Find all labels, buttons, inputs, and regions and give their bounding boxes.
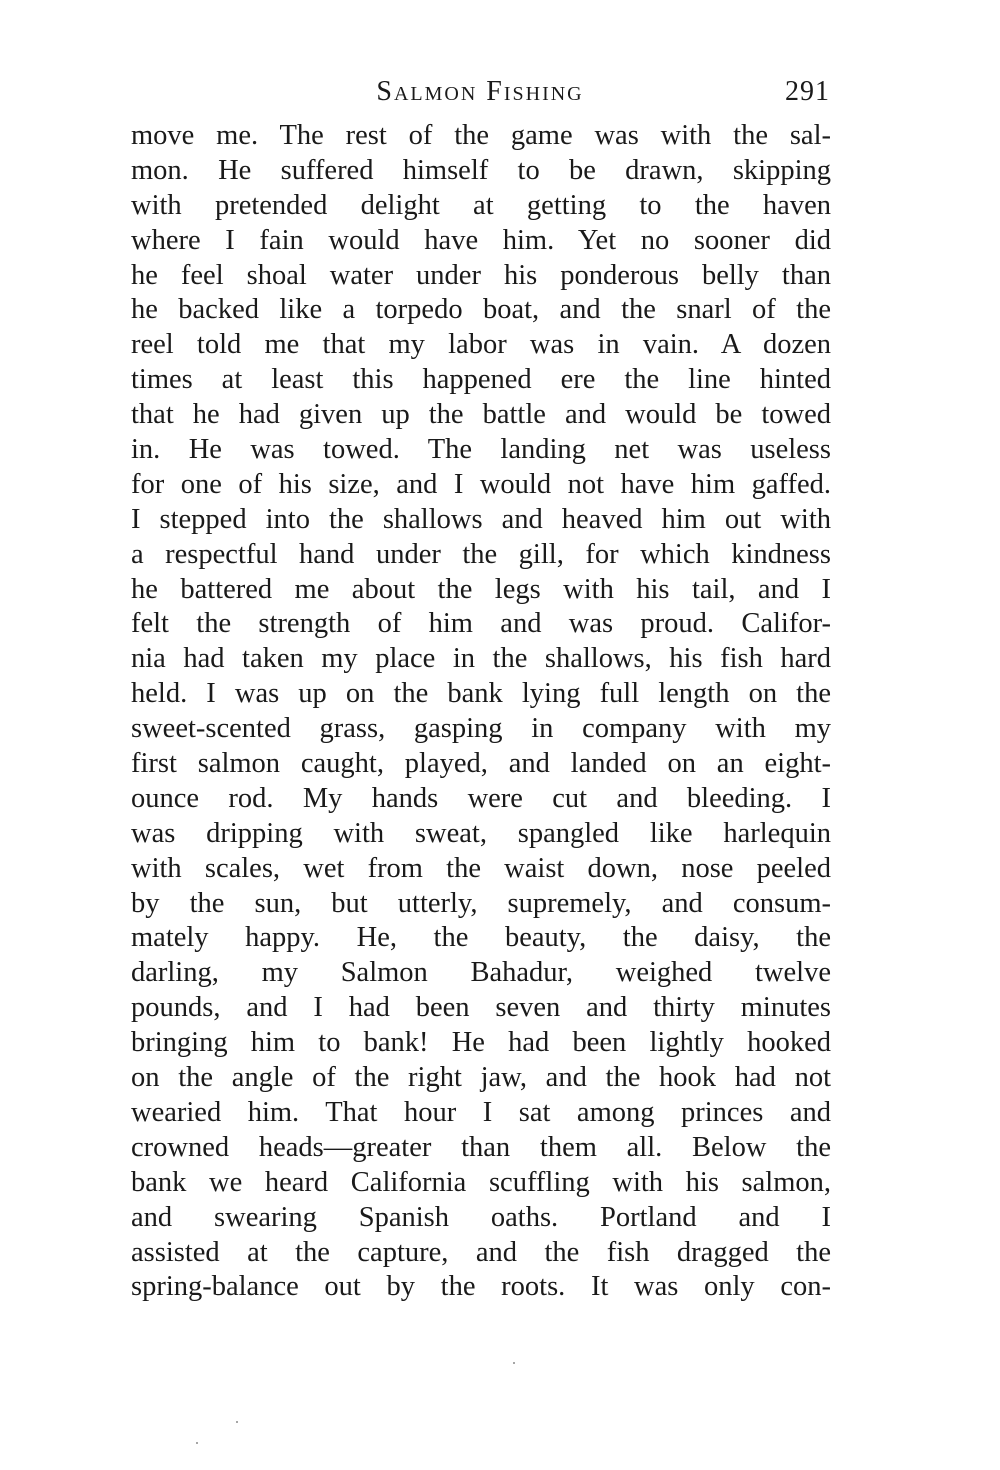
text-line: bringing him to bank! He had been lightly hooked bbox=[131, 1027, 831, 1059]
text-line: sweet-scented grass, gasping in company with my bbox=[131, 713, 831, 745]
text-line: ounce rod. My hands were cut and bleeding. I bbox=[131, 782, 831, 814]
text-line: with scales, wet from the waist down, nose peeled bbox=[131, 852, 831, 884]
text-line: I stepped into the shallows and heaved him out with bbox=[131, 503, 831, 535]
page-number: 291 bbox=[785, 76, 830, 107]
text-line: he feel shoal water under his ponderous belly than bbox=[131, 259, 831, 291]
text-line: mon. He suffered himself to be drawn, skipping bbox=[131, 154, 831, 186]
text-line: that he had given up the battle and would be towed bbox=[131, 399, 831, 431]
text-line: crowned heads—greater than them all. Below the bbox=[131, 1131, 831, 1163]
text-line: by the sun, but utterly, supremely, and consum- bbox=[131, 887, 831, 919]
running-title: Salmon Fishing bbox=[376, 76, 584, 107]
text-line: mately happy. He, the beauty, the daisy, the bbox=[131, 922, 831, 954]
text-line: with pretended delight at getting to the haven bbox=[131, 189, 831, 221]
text-line: times at least this happened ere the line hinted bbox=[131, 364, 831, 396]
body-text bbox=[131, 119, 831, 1305]
text-line: he backed like a torpedo boat, and the snarl of the bbox=[131, 294, 831, 326]
text-line: assisted at the capture, and the fish dragged the bbox=[131, 1236, 831, 1268]
text-line: move me. The rest of the game was with the sal- bbox=[131, 120, 831, 151]
text-line: spring-balance out by the roots. It was only con- bbox=[131, 1271, 831, 1303]
text-line: first salmon caught, played, and landed on an eight- bbox=[131, 748, 831, 780]
text-line: held. I was up on the bank lying full length on the bbox=[131, 678, 831, 710]
text-line: for one of his size, and I would not have him gaffed. bbox=[131, 468, 831, 500]
text-line: on the angle of the right jaw, and the hook had not bbox=[131, 1062, 831, 1094]
scan-speck bbox=[513, 1362, 515, 1364]
text-line: in. He was towed. The landing net was useless bbox=[131, 434, 831, 466]
text-line: a respectful hand under the gill, for which kindness bbox=[131, 538, 831, 570]
text-line: was dripping with sweat, spangled like harlequin bbox=[131, 817, 831, 849]
text-line: reel told me that my labor was in vain. A dozen bbox=[131, 329, 831, 361]
text-line: pounds, and I had been seven and thirty minutes bbox=[131, 992, 831, 1024]
text-line: where I fain would have him. Yet no sooner did bbox=[131, 224, 831, 256]
text-line: wearied him. That hour I sat among princes and bbox=[131, 1096, 831, 1128]
scan-speck bbox=[236, 1421, 238, 1423]
text-line: and swearing Spanish oaths. Portland and I bbox=[131, 1201, 831, 1233]
text-line: felt the strength of him and was proud. Califor- bbox=[131, 608, 831, 640]
scan-speck bbox=[196, 1442, 198, 1444]
running-head bbox=[130, 72, 830, 112]
text-line: darling, my Salmon Bahadur, weighed twelve bbox=[131, 957, 831, 989]
text-line: he battered me about the legs with his tail, and I bbox=[131, 573, 831, 605]
text-line: nia had taken my place in the shallows, his fish hard bbox=[131, 643, 831, 675]
text-line: bank we heard California scuffling with his salmon, bbox=[131, 1166, 831, 1198]
